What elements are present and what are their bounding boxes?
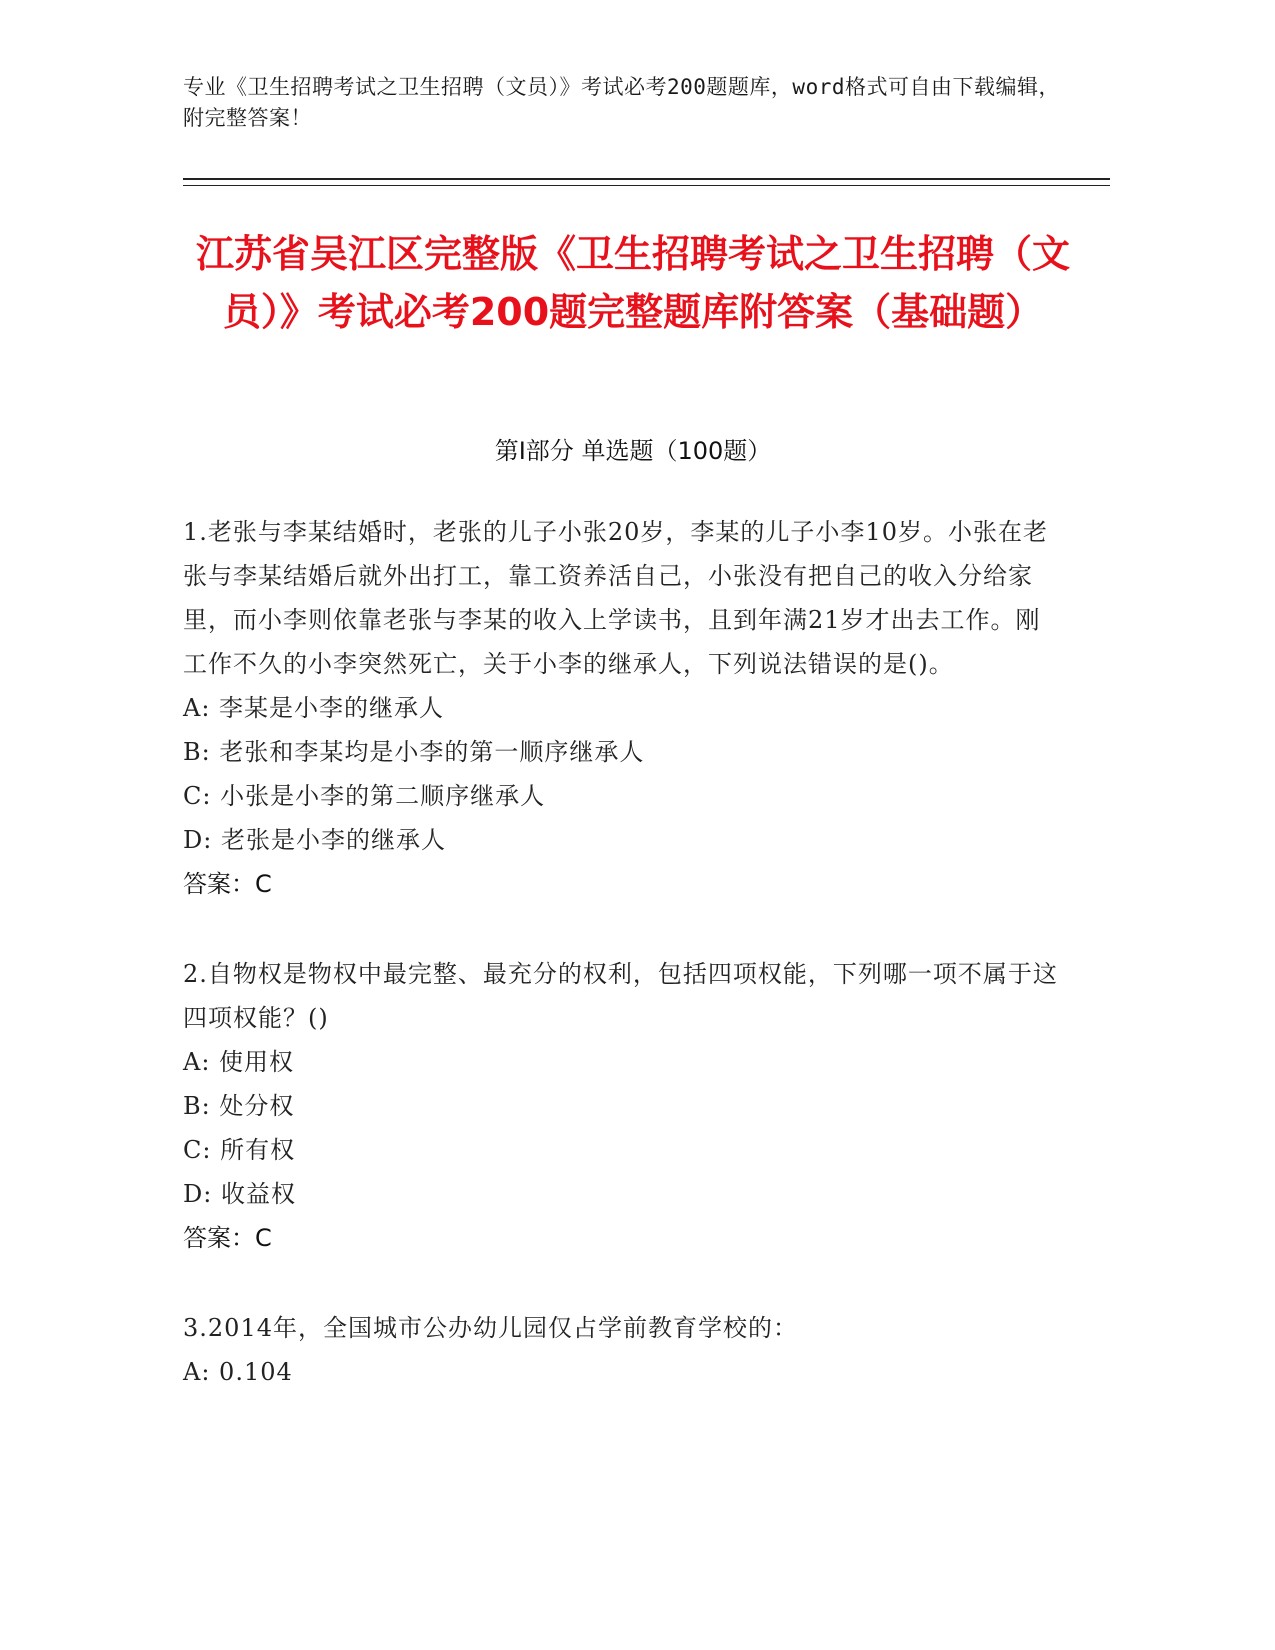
question-stem: 2.自物权是物权中最完整、最充分的权利，包括四项权能，下列哪一项不属于这四项权能？() — [183, 960, 1058, 1032]
header-divider-thin — [183, 185, 1110, 186]
question-list — [183, 510, 1063, 1440]
option-a: A: 使用权 — [183, 1048, 295, 1076]
option-c: C: 所有权 — [183, 1136, 296, 1164]
section-title: 第I部分 单选题（100题） — [494, 437, 772, 465]
option-d: D: 收益权 — [183, 1180, 296, 1208]
question-2 — [183, 952, 1063, 1260]
header-divider-thick — [183, 178, 1110, 180]
question-stem: 3.2014年，全国城市公办幼儿园仅占学前教育学校的： — [183, 1314, 798, 1342]
header-note: 专业《卫生招聘考试之卫生招聘（文员）》考试必考200题题库，word格式可自由下载编辑，附完整答案！ — [183, 75, 1060, 130]
option-d: D: 老张是小李的继承人 — [183, 826, 446, 854]
question-stem: 1.老张与李某结婚时，老张的儿子小张20岁，李某的儿子小李10岁。小张在老张与李某结婚后就外出打工，靠工资养活自己，小张没有把自己的收入分给家里，而小李则依靠老张与李某的收入上学读书，且到年满21岁才出去工作。刚工作不久的小李突然死亡，关于小李的继承人，下列说法错误的是()。 — [183, 518, 1048, 678]
document-title: 江苏省吴江区完整版《卫生招聘考试之卫生招聘（文员）》考试必考200题完整题库附答案（基础题） — [195, 232, 1070, 334]
option-b: B: 处分权 — [183, 1092, 295, 1120]
option-a: A: 0.104 — [183, 1358, 293, 1386]
question-1 — [183, 510, 1063, 906]
answer: 答案：C — [183, 1224, 272, 1252]
option-c: C: 小张是小李的第二顺序继承人 — [183, 782, 546, 810]
question-3 — [183, 1306, 1063, 1394]
option-a: A: 李某是小李的继承人 — [183, 694, 445, 722]
answer: 答案：C — [183, 870, 272, 898]
option-b: B: 老张和李某均是小李的第一顺序继承人 — [183, 738, 645, 766]
